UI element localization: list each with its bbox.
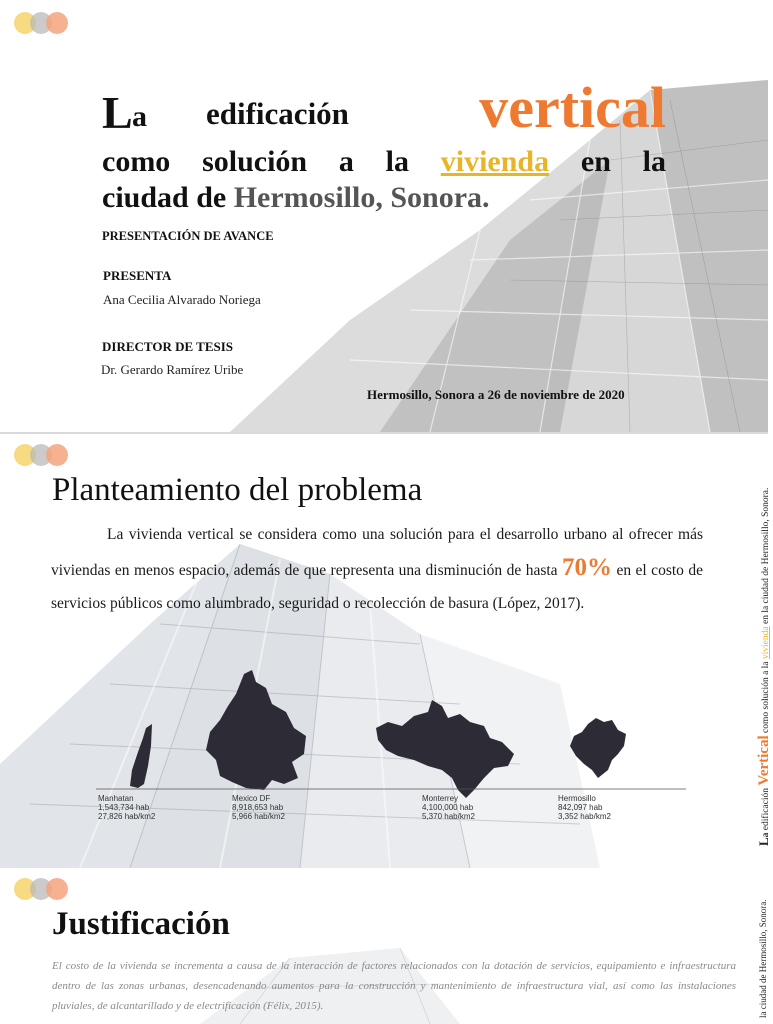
city-label: Hermosillo 842,097 hab 3,352 hab/km2 <box>558 794 611 821</box>
presenta-label: PRESENTA <box>103 268 172 283</box>
presentation-label: PRESENTACIÓN DE AVANCE <box>102 229 274 243</box>
manhattan-silhouette <box>130 724 152 788</box>
title-word: solución <box>202 145 308 178</box>
title-city: Hermosillo, Sonora. <box>233 181 490 214</box>
city-label: Manhatan 1,543,734 hab 27,826 hab/km2 <box>98 794 156 821</box>
mexico-df-silhouette <box>206 670 306 790</box>
city-comparison-figure <box>96 666 686 826</box>
paragraph-text: en el costo de servicios públicos como alumbrado, seguridad o recolección de basura (López, 2017). <box>51 562 703 612</box>
title-article: a <box>132 100 147 133</box>
justification-paragraph: El costo de la vivienda se incrementa a causa de la interacción de factores relacionados con la dotación de servicios, equipamiento e infraestructura dentro de las zonas urbanas, desencadenando aumentos para la construcción y mantenimiento de infraestructura vial, así como las instalaciones pluviales, de alcantarillado y de electrificación (Félix, 2015). <box>52 960 736 1012</box>
decorative-dots <box>14 12 70 36</box>
title-word: como <box>102 145 171 178</box>
monterrey-silhouette <box>376 700 514 798</box>
problem-paragraph <box>51 518 703 620</box>
orange-dot <box>46 878 68 900</box>
title-word: a <box>338 145 354 178</box>
decorative-dots <box>14 878 70 902</box>
title-word-edificacion: edificación <box>206 96 349 131</box>
director-name: Dr. Gerardo Ramírez Uribe <box>101 362 244 377</box>
title-word-vivienda: vivienda <box>440 145 550 178</box>
orange-dot <box>46 12 68 34</box>
slide-title <box>0 0 768 432</box>
section-heading: Planteamiento del problema <box>52 472 423 508</box>
title-line-2 <box>102 144 666 180</box>
section-heading: Justificación <box>52 906 230 942</box>
side-running-title: la ciudad de Hermosillo, Sonora. <box>758 899 768 1018</box>
title-word: la <box>642 145 666 178</box>
title-word-vertical: vertical <box>479 75 666 140</box>
city-label: Monterrey 4,100,000 hab 5,370 hab/km2 <box>422 794 475 821</box>
director-label: DIRECTOR DE TESIS <box>102 339 234 354</box>
hermosillo-silhouette <box>570 718 626 778</box>
title-line-3 <box>102 181 490 215</box>
author-name: Ana Cecilia Alvarado Noriega <box>103 292 261 307</box>
decorative-dots <box>14 444 70 468</box>
slide-justification <box>0 868 768 1024</box>
place-date: Hermosillo, Sonora a 26 de noviembre de 2020 <box>367 387 625 402</box>
slide-problem <box>0 434 772 868</box>
title-word: la <box>385 145 409 178</box>
title-word: en <box>580 145 611 178</box>
highlight-percent: 70% <box>562 554 612 581</box>
city-label: Mexico DF 8,918,653 hab 5,966 hab/km2 <box>232 794 285 821</box>
orange-dot <box>46 444 68 466</box>
side-running-title: La edificación Vertical como solución a la vivienda en la ciudad de Hermosillo, Sonora. <box>756 487 772 846</box>
title-initial: L <box>102 87 133 138</box>
paragraph-text: La vivienda vertical se considera como una solución para el desarrollo urbano al ofrecer más viviendas en menos espacio, además de que representa una disminución de hasta <box>51 526 703 579</box>
title-city-prefix: ciudad de <box>102 181 234 214</box>
title-line-1 <box>102 75 666 142</box>
